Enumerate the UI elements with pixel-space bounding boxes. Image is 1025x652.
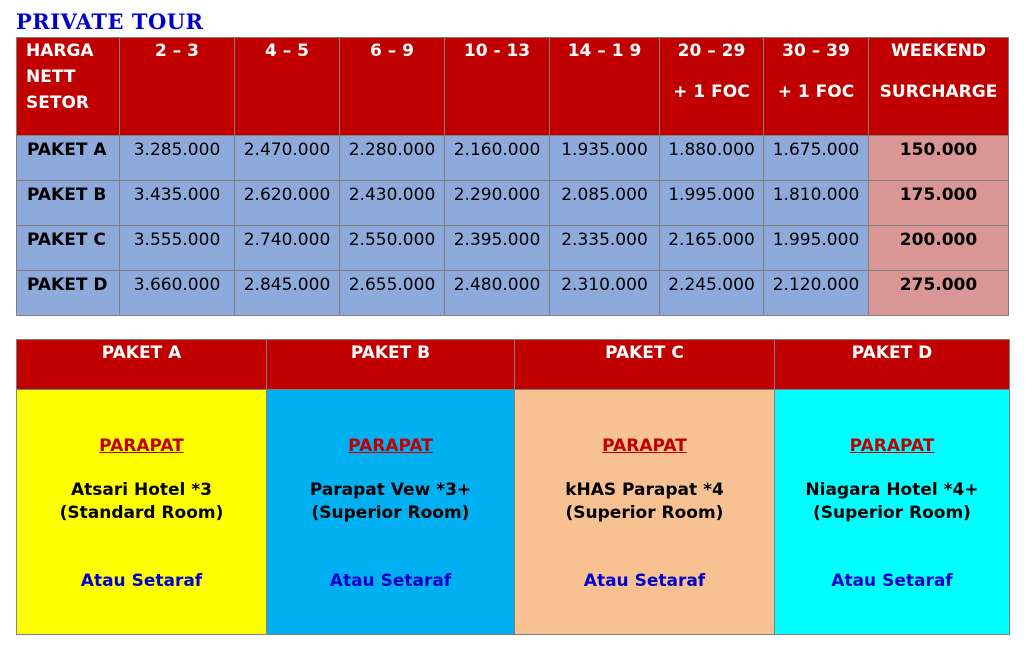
corner-line: SETOR bbox=[26, 93, 89, 113]
equivalent-note: Atau Setaraf bbox=[329, 571, 452, 591]
price-cell: 2.620.000 bbox=[235, 181, 340, 226]
room-type: (Superior Room) bbox=[813, 503, 971, 523]
price-cell: 1.995.000 bbox=[660, 181, 764, 226]
corner-line: HARGA bbox=[26, 41, 94, 61]
package-d-cell bbox=[775, 390, 1010, 635]
package-header: PAKET D bbox=[775, 340, 1010, 390]
price-cell: 2.310.000 bbox=[550, 271, 660, 316]
table-row bbox=[17, 271, 1009, 316]
hotel-row bbox=[17, 390, 1010, 635]
table-row bbox=[17, 226, 1009, 271]
price-cell: 2.740.000 bbox=[235, 226, 340, 271]
paket-label: PAKET B bbox=[17, 181, 120, 226]
column-header: 30 – 39 + 1 FOC bbox=[764, 38, 869, 136]
table-row bbox=[17, 136, 1009, 181]
price-cell: 3.285.000 bbox=[120, 136, 235, 181]
price-cell: 2.160.000 bbox=[445, 136, 550, 181]
price-cell: 2.165.000 bbox=[660, 226, 764, 271]
hotel-name: Parapat Vew *3+ bbox=[309, 480, 472, 500]
package-a-cell bbox=[17, 390, 267, 635]
price-cell: 2.550.000 bbox=[340, 226, 445, 271]
price-cell: 2.845.000 bbox=[235, 271, 340, 316]
page-title: PRIVATE TOUR bbox=[16, 9, 204, 34]
price-cell: 2.290.000 bbox=[445, 181, 550, 226]
equivalent-note: Atau Setaraf bbox=[80, 571, 203, 591]
surcharge-cell: 200.000 bbox=[869, 226, 1009, 271]
price-cell: 2.430.000 bbox=[340, 181, 445, 226]
table-row bbox=[17, 181, 1009, 226]
column-header: 2 – 3 bbox=[120, 38, 235, 136]
surcharge-cell: 150.000 bbox=[869, 136, 1009, 181]
location-label: PARAPAT bbox=[348, 436, 433, 456]
corner-header bbox=[17, 38, 120, 136]
price-cell: 2.335.000 bbox=[550, 226, 660, 271]
hotel-table bbox=[16, 339, 1010, 635]
column-header: 10 - 13 bbox=[445, 38, 550, 136]
price-cell: 2.470.000 bbox=[235, 136, 340, 181]
price-cell: 2.480.000 bbox=[445, 271, 550, 316]
room-type: (Standard Room) bbox=[59, 503, 224, 523]
location-label: PARAPAT bbox=[602, 436, 687, 456]
column-header: 6 – 9 bbox=[340, 38, 445, 136]
price-cell: 2.085.000 bbox=[550, 181, 660, 226]
column-header: 4 – 5 bbox=[235, 38, 340, 136]
hotel-name: Niagara Hotel *4+ bbox=[805, 480, 979, 500]
package-c-cell bbox=[515, 390, 775, 635]
column-header: 14 – 1 9 bbox=[550, 38, 660, 136]
surcharge-cell: 175.000 bbox=[869, 181, 1009, 226]
price-cell: 1.675.000 bbox=[764, 136, 869, 181]
hotel-name: Atsari Hotel *3 bbox=[70, 480, 213, 500]
room-type: (Superior Room) bbox=[311, 503, 470, 523]
price-cell: 3.555.000 bbox=[120, 226, 235, 271]
price-cell: 1.935.000 bbox=[550, 136, 660, 181]
paket-label: PAKET D bbox=[17, 271, 120, 316]
price-cell: 2.280.000 bbox=[340, 136, 445, 181]
price-cell: 3.660.000 bbox=[120, 271, 235, 316]
package-header: PAKET C bbox=[515, 340, 775, 390]
price-cell: 2.655.000 bbox=[340, 271, 445, 316]
column-header: 20 – 29 + 1 FOC bbox=[660, 38, 764, 136]
corner-line: NETT bbox=[26, 67, 76, 87]
location-label: PARAPAT bbox=[99, 436, 184, 456]
paket-label: PAKET C bbox=[17, 226, 120, 271]
package-b-cell bbox=[267, 390, 515, 635]
surcharge-cell: 275.000 bbox=[869, 271, 1009, 316]
price-cell: 1.810.000 bbox=[764, 181, 869, 226]
price-header-row bbox=[17, 38, 1009, 136]
price-cell: 1.995.000 bbox=[764, 226, 869, 271]
package-header: PAKET B bbox=[267, 340, 515, 390]
price-cell: 2.245.000 bbox=[660, 271, 764, 316]
location-label: PARAPAT bbox=[849, 436, 935, 456]
paket-label: PAKET A bbox=[17, 136, 120, 181]
hotel-header-row bbox=[17, 340, 1010, 390]
price-table bbox=[16, 37, 1009, 316]
package-header: PAKET A bbox=[17, 340, 267, 390]
room-type: (Superior Room) bbox=[565, 503, 724, 523]
price-cell: 1.880.000 bbox=[660, 136, 764, 181]
hotel-name: kHAS Parapat *4 bbox=[565, 480, 724, 500]
column-header: WEEKEND SURCHARGE bbox=[869, 38, 1009, 136]
equivalent-note: Atau Setaraf bbox=[831, 571, 953, 591]
equivalent-note: Atau Setaraf bbox=[583, 571, 706, 591]
price-cell: 2.395.000 bbox=[445, 226, 550, 271]
price-cell: 3.435.000 bbox=[120, 181, 235, 226]
price-cell: 2.120.000 bbox=[764, 271, 869, 316]
